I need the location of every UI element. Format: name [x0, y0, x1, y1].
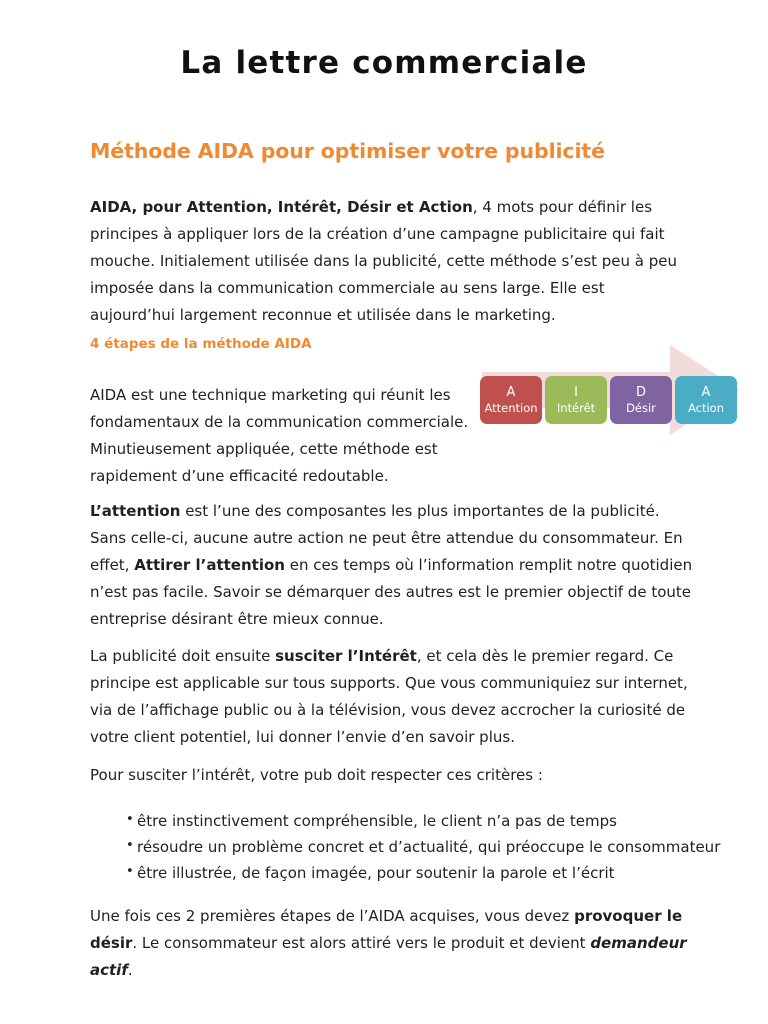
- paragraph-desir-mid: . Le consommateur est alors attiré vers le produit et devient: [132, 934, 591, 952]
- paragraph-desir-bolditalic-end: demandeur actif: [90, 934, 687, 979]
- paragraph-interet: [90, 643, 694, 751]
- list-item: • être instinctivement compréhensible, le client n’a pas de temps: [126, 808, 726, 834]
- paragraph-attention-rest: en ces temps où l’information remplit notre quotidien n’est pas facile. Savoir se démarquer des autres est le premier objectif de toute entreprise désirant être mieux connue.: [90, 556, 693, 628]
- aida-step-desir: [610, 376, 672, 424]
- paragraph-criteres-lead: Pour susciter l’intérêt, votre pub doit respecter ces critères :: [90, 766, 543, 784]
- aida-step-interet-word: Intérêt: [556, 401, 596, 416]
- aida-step-action-letter: A: [701, 384, 711, 400]
- paragraph-desir: [90, 903, 698, 984]
- paragraph-attention-mid: est l’une des composantes les plus importantes de la publicité. Sans celle-ci, aucune autre action ne peut être attendue du consommateur. En effet,: [90, 502, 683, 574]
- list-item: • résoudre un problème concret et d’actualité, qui préoccupe le consommateur: [126, 834, 726, 860]
- aida-step-action: [675, 376, 737, 424]
- paragraph-intro-bold-lead: AIDA, pour Attention, Intérêt, Désir et Action: [90, 198, 473, 216]
- aida-step-attention-letter: A: [506, 384, 516, 400]
- paragraph-attention-bold-mid: Attirer l’attention: [134, 556, 285, 574]
- aida-step-attention-word: Attention: [484, 401, 538, 416]
- section-heading-aida-method: Méthode AIDA pour optimiser votre publicité: [90, 139, 605, 163]
- aida-step-interet: [545, 376, 607, 424]
- paragraph-intro: [90, 194, 690, 329]
- section-heading-four-steps: 4 étapes de la méthode AIDA: [90, 336, 312, 352]
- aida-diagram: [472, 338, 748, 463]
- paragraph-interet-bold-mid: susciter l’Intérêt: [275, 647, 417, 665]
- criteria-list: [126, 808, 726, 886]
- aida-step-boxes: [480, 376, 737, 424]
- aida-step-interet-letter: I: [574, 384, 578, 400]
- paragraph-desir-bold-mid: provoquer le désir: [90, 907, 683, 952]
- aida-step-action-word: Action: [687, 401, 725, 416]
- paragraph-desir-tail: .: [127, 961, 133, 979]
- aida-step-desir-word: Désir: [626, 401, 656, 416]
- paragraph-attention: [90, 498, 694, 633]
- list-item: • être illustrée, de façon imagée, pour soutenir la parole et l’écrit: [126, 860, 726, 886]
- aida-step-desir-letter: D: [635, 384, 646, 400]
- paragraph-interet-rest: , et cela dès le premier regard. Ce principe est applicable sur tous supports. Que vous communiquiez sur internet, via de l’affichage public ou à la télévision, vous devez accrocher la curiosité de votre client potentiel, lui donner l’envie d’en savoir plus.: [90, 647, 688, 746]
- page-title: La lettre commerciale: [180, 45, 588, 81]
- paragraph-attention-bold-lead: L’attention: [90, 502, 181, 520]
- paragraph-desir-lead: Une fois ces 2 premières étapes de l’AIDA acquises, vous devez: [90, 907, 575, 925]
- paragraph-intro-rest: , 4 mots pour définir les principes à appliquer lors de la création d’une campagne publicitaire qui fait mouche. Initialement utilisée dans la publicité, cette méthode s’est peu à peu imposée dans la communication commerciale au sens large. Elle est aujourd’hui largement reconnue et utilisée dans le marketing.: [90, 198, 678, 324]
- paragraph-interet-lead: La publicité doit ensuite: [90, 647, 276, 665]
- aida-step-attention: [480, 376, 542, 424]
- paragraph-aida-technique: AIDA est une technique marketing qui réunit les fondamentaux de la communication commerciale. Minutieusement appliquée, cette méthode est rapidement d’une efficacité redoutable.: [90, 386, 469, 485]
